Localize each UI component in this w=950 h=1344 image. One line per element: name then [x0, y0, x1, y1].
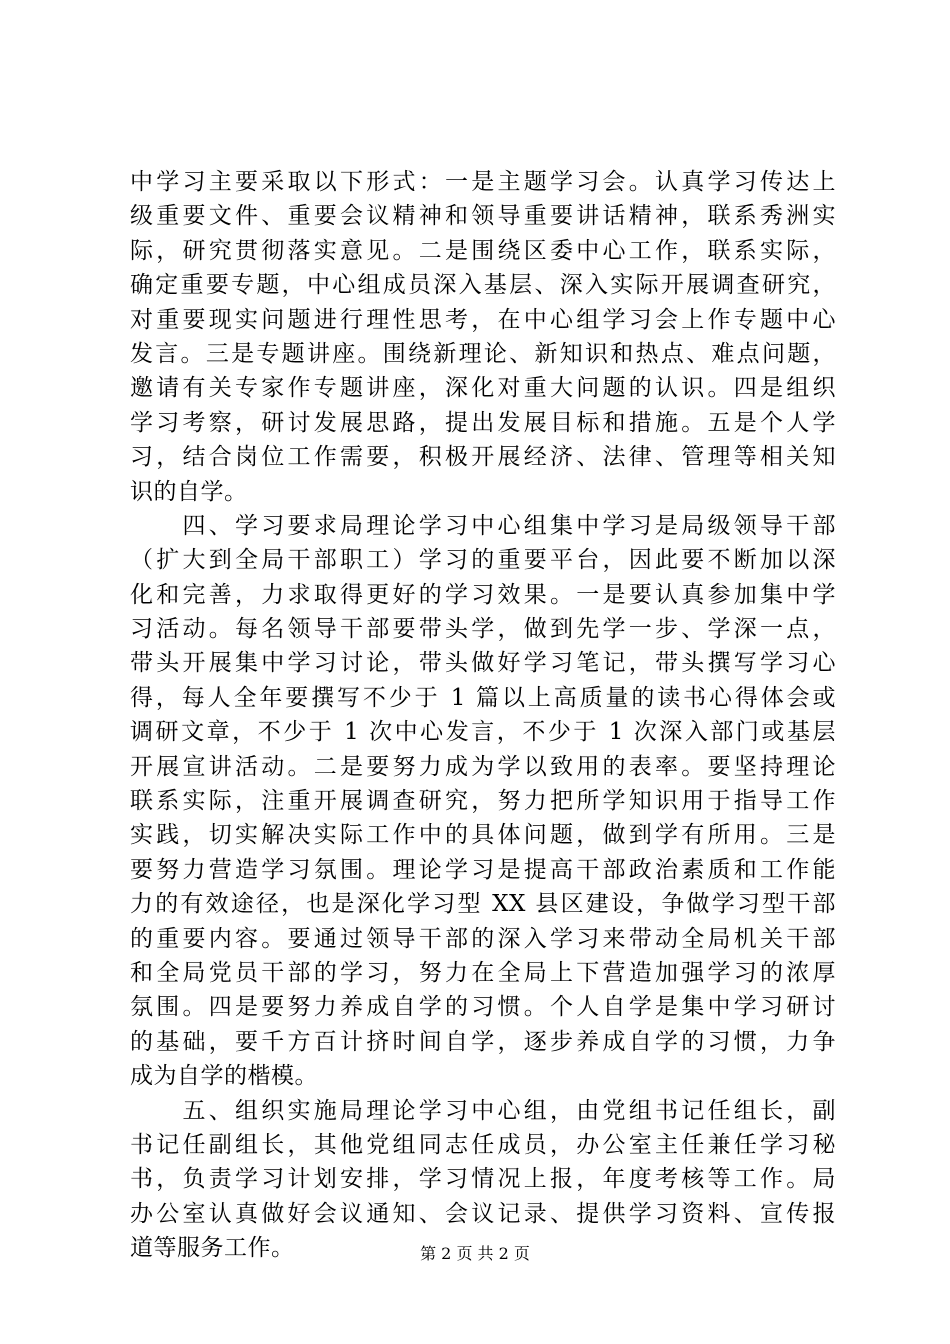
text-line: 中学习主要采取以下形式：一是主题学习会。认真学习传达上	[130, 169, 836, 195]
text-line: 书记任副组长，其他党组同志任成员，办公室主任兼任学习秘	[130, 1131, 836, 1158]
text-line: 联系实际，注重开展调查研究，努力把所学知识用于指导工作	[130, 788, 836, 815]
text-line: 识的自学。	[130, 478, 248, 505]
text-line: 的基础，要千方百计挤时间自学，逐步养成自学的习惯，力争	[130, 1028, 836, 1055]
text-line: 邀请有关专家作专题讲座，深化对重大问题的认识。四是组织	[130, 375, 836, 402]
text-line: 级重要文件、重要会议精神和领导重要讲话精神，联系秀洲实	[130, 203, 836, 230]
text-line: （扩大到全局干部职工）学习的重要平台，因此要不断加以深	[130, 547, 836, 574]
text-line: 发言。三是专题讲座。围绕新理论、新知识和热点、难点问题，	[130, 340, 836, 367]
text-line: 开展宣讲活动。二是要努力成为学以致用的表率。要坚持理论	[130, 753, 836, 780]
text-line: 对重要现实问题进行理性思考，在中心组学习会上作专题中心	[130, 306, 836, 333]
text-line: 带头开展集中学习讨论，带头做好学习笔记，带头撰写学习心	[130, 650, 836, 677]
text-line: 调研文章，不少于 1 次中心发言，不少于 1 次深入部门或基层	[130, 719, 836, 746]
text-line: 五、组织实施局理论学习中心组，由党组书记任组长，副	[130, 1097, 836, 1124]
text-line: 和全局党员干部的学习，努力在全局上下营造加强学习的浓厚	[130, 959, 836, 986]
text-line: 办公室认真做好会议通知、会议记录、提供学习资料、宣传报	[130, 1200, 836, 1227]
text-line: 氛围。四是要努力养成自学的习惯。个人自学是集中学习研讨	[130, 994, 836, 1021]
text-line: 道等服务工作。	[130, 1235, 295, 1262]
text-line: 学习考察，研讨发展思路，提出发展目标和措施。五是个人学	[130, 409, 836, 436]
text-line: 确定重要专题，中心组成员深入基层、深入实际开展调查研究，	[130, 272, 836, 299]
text-line: 力的有效途径，也是深化学习型 XX 县区建设，争做学习型干部	[130, 891, 836, 918]
text-line: 实践，切实解决实际工作中的具体问题，做到学有所用。三是	[130, 822, 836, 849]
text-line: 际，研究贯彻落实意见。二是围绕区委中心工作，联系实际，	[130, 237, 836, 264]
text-line: 化和完善，力求取得更好的学习效果。一是要认真参加集中学	[130, 581, 836, 608]
text-line: 习，结合岗位工作需要，积极开展经济、法律、管理等相关知	[130, 444, 836, 471]
text-line: 成为自学的楷模。	[130, 1063, 318, 1090]
text-line: 习活动。每名领导干部要带头学，做到先学一步、学深一点，	[130, 616, 836, 643]
text-line: 的重要内容。要通过领导干部的深入学习来带动全局机关干部	[130, 925, 836, 952]
document-body	[130, 165, 836, 1266]
text-line: 得，每人全年要撰写不少于 1 篇以上高质量的读书心得体会或	[130, 684, 836, 711]
page-footer: 第 2 页 共 2 页	[420, 1244, 530, 1263]
text-line: 四、学习要求局理论学习中心组集中学习是局级领导干部	[130, 512, 836, 539]
text-line: 书，负责学习计划安排，学习情况上报，年度考核等工作。局	[130, 1166, 836, 1193]
text-line: 要努力营造学习氛围。理论学习是提高干部政治素质和工作能	[130, 856, 836, 883]
